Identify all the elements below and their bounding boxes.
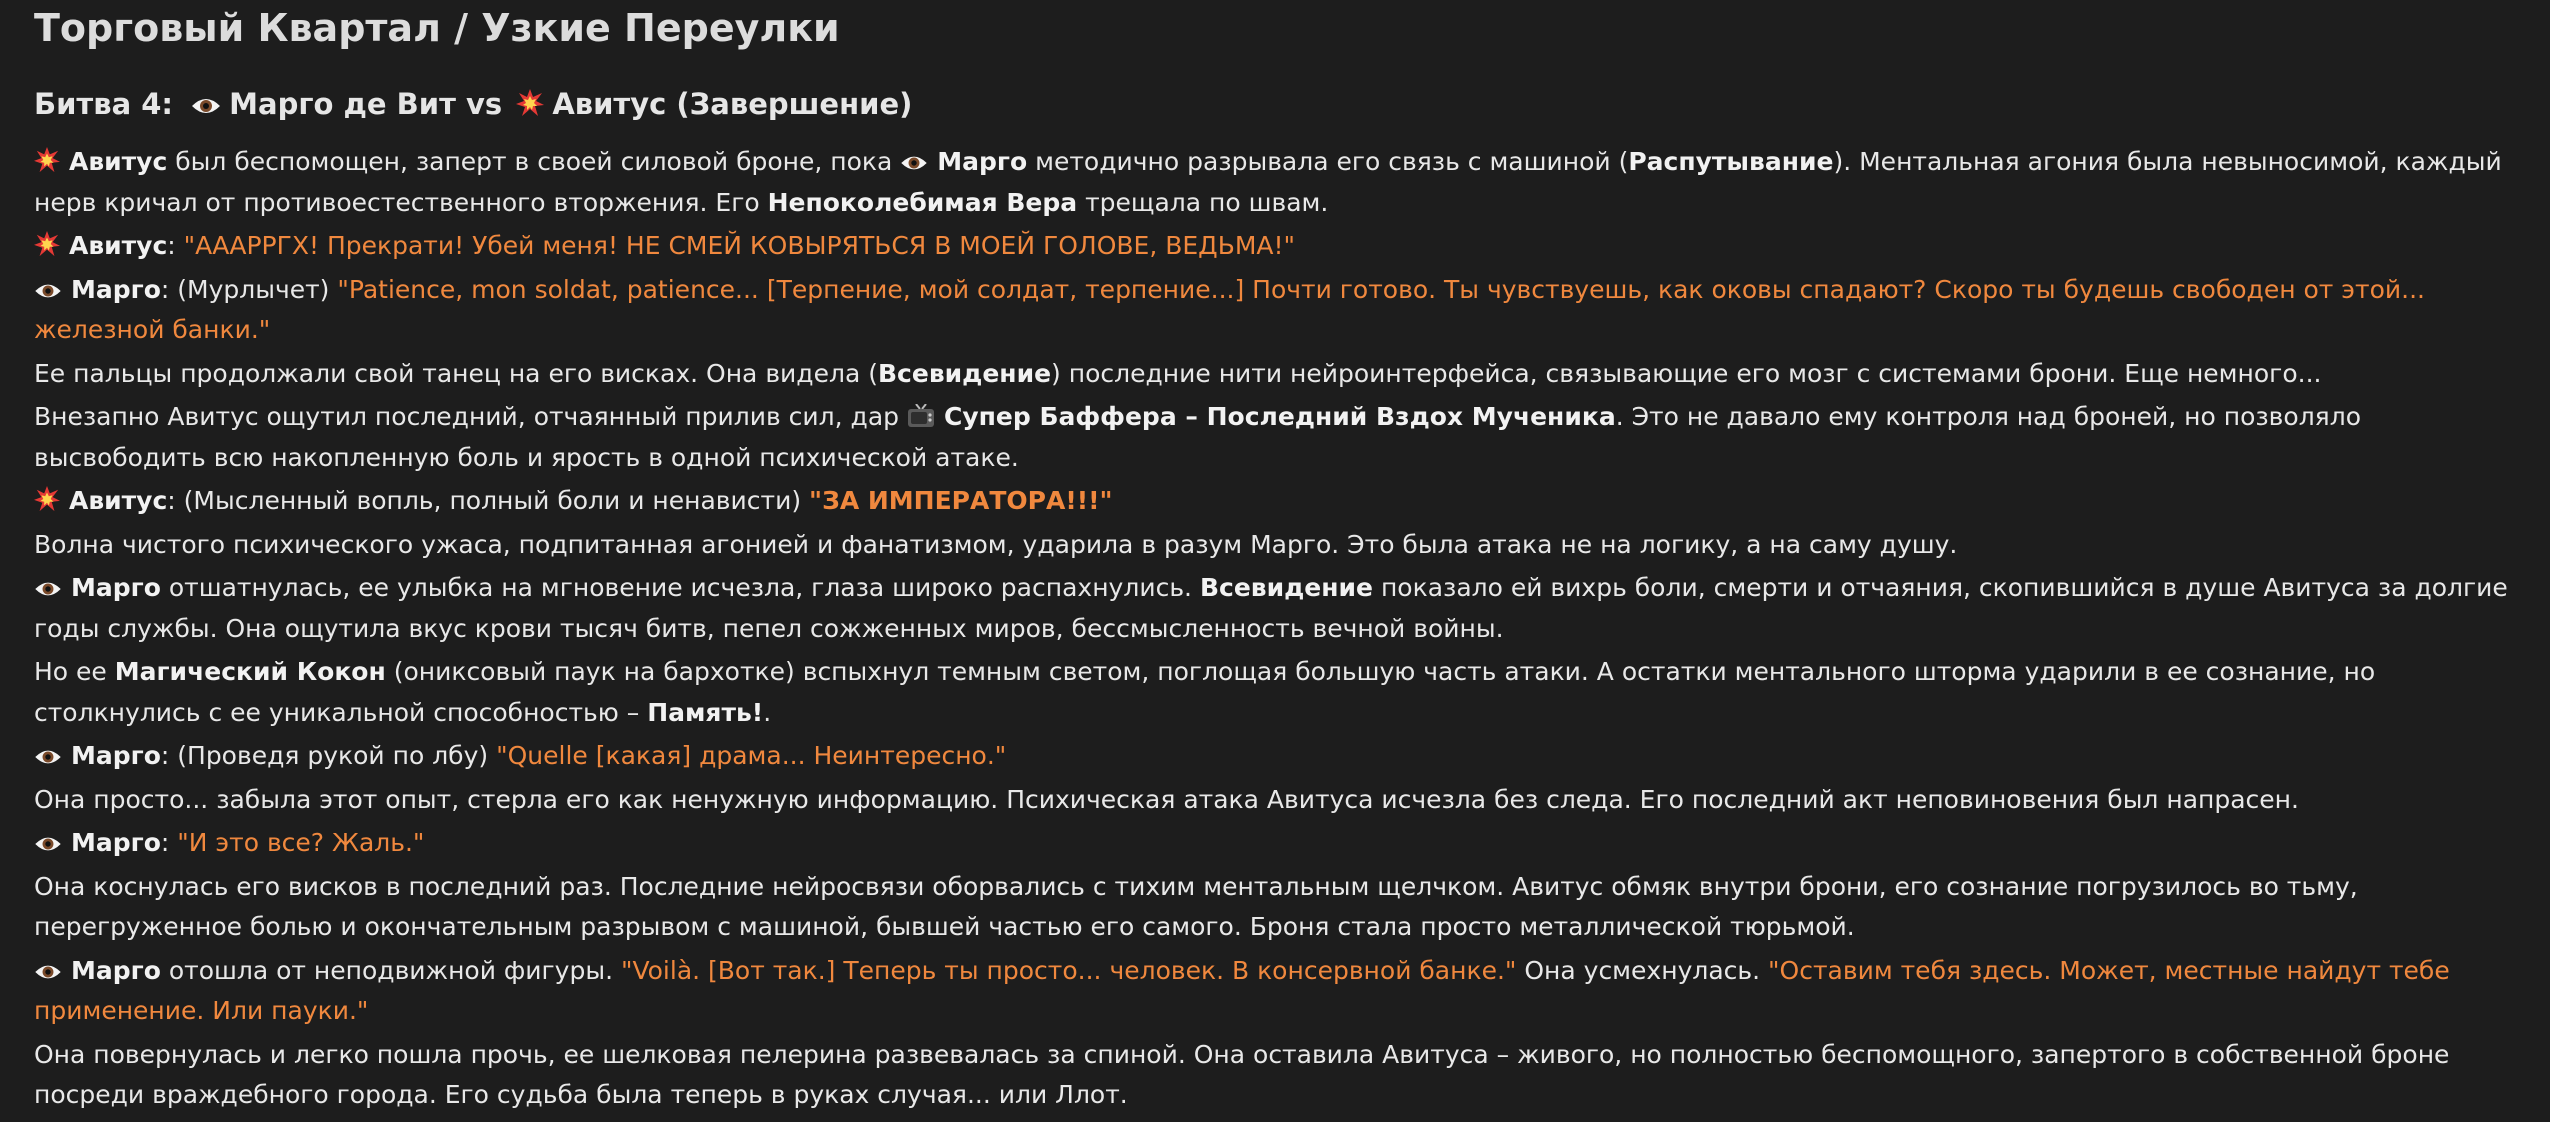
paragraph-13 — [34, 867, 2522, 948]
location-title: Торговый Квартал / Узкие Переулки — [34, 6, 840, 50]
speaker-avitus: Авитус — [69, 231, 168, 260]
trait-name: Непоколебимая Вера — [767, 187, 1078, 217]
narration-text: : — [160, 828, 178, 857]
eye-icon — [34, 962, 62, 982]
narration-text: Ее пальцы продолжали свой танец на его висках. Она видела ( — [34, 358, 878, 388]
battle-heading — [34, 82, 912, 126]
paragraph-11 — [34, 780, 2522, 821]
dialogue-quote: "АААРРГХ! Прекрати! Убей меня! НЕ СМЕЙ КОВЫРЯТЬСЯ В МОЕЙ ГОЛОВЕ, ВЕДЬМА!" — [183, 231, 1296, 260]
speaker-margo: Марго — [71, 274, 161, 304]
story-content — [34, 142, 2522, 1119]
speaker-avitus: Авитус — [69, 147, 168, 176]
paragraph-12 — [34, 823, 2522, 864]
paragraph-7 — [34, 525, 2522, 566]
dialogue-quote: "Voilà. [Вот так.] Теперь ты просто... человек. В консервной банке." — [620, 955, 1517, 985]
paragraph-9 — [34, 652, 2522, 733]
paragraph-6 — [34, 481, 2522, 522]
battle-vs: vs — [466, 87, 503, 121]
battle-fighter-2: Авитус (Завершение) — [552, 87, 913, 121]
narration-text: (ониксовый паук на бархотке) вспыхнул темным светом, поглощая большую часть атаки. А остатки ментального шторма ударили в ее сознание, но столкнулись с ее уникальной способностью – — [34, 657, 2376, 727]
battle-fighter-1: Марго де Вит — [229, 87, 456, 121]
explosion-icon — [34, 231, 60, 257]
narration-text: отшатнулась, ее улыбка на мгновение исчезла, глаза широко распахнулись. — [160, 573, 1200, 602]
narration-text: . Это не давало ему контроля над броней, но позволяло высвободить всю накопленную боль и ярость в одной психической атаке. — [34, 402, 2361, 472]
eye-icon — [34, 834, 62, 854]
dialogue-quote: "ЗА ИМПЕРАТОРА!!!" — [809, 486, 1113, 515]
ability-name: Распутывание — [1628, 147, 1834, 176]
narration-text: Она просто... забыла этот опыт, стерла его как ненужную информацию. Психическая атака Авитуса исчезла без следа. Его последний акт неповиновения был напрасен. — [34, 784, 2299, 814]
narration-text: Волна чистого психического ужаса, подпитанная агонией и фанатизмом, ударила в разум Марго. Это была атака не на логику, а на саму душу. — [34, 529, 1958, 559]
dialogue-quote: "Оставим тебя здесь. Может, местные найдут тебе применение. Или пауки." — [34, 955, 2450, 1025]
explosion-icon — [34, 147, 60, 173]
paragraph-10 — [34, 736, 2522, 777]
paragraph-3 — [34, 270, 2522, 351]
explosion-icon — [34, 486, 60, 512]
narration-text: Внезапно Авитус ощутил последний, отчаянный прилив сил, дар — [34, 402, 907, 431]
paragraph-14 — [34, 951, 2522, 1032]
ability-name: Всевидение — [877, 358, 1052, 388]
dialogue-quote: "И это все? Жаль." — [177, 828, 425, 857]
narration-text: : (Мысленный вопль, полный боли и ненависти) — [167, 486, 810, 515]
paragraph-2 — [34, 226, 2522, 267]
item-name: Магический Кокон — [114, 657, 386, 686]
narration-text: Она коснулась его висков в последний раз. Последние нейросвязи оборвались с тихим ментальным щелчком. Авитус обмяк внутри брони, его сознание погрузилось во тьму, перегруженное болью и окончательным разрывом с машиной, бывшей частью его самого. Броня стала просто металлической тюрьмой. — [34, 871, 2358, 941]
paragraph-1 — [34, 142, 2522, 223]
narration-text: Она повернулась и легко пошла прочь, ее шелковая пелерина развевалась за спиной. Она оставила Авитуса – живого, но полностью беспомощного, запертого в собственной броне посреди враждебного города. Его судьба была теперь в руках случая... или Ллот. — [34, 1039, 2450, 1109]
narration-text: отошла от неподвижной фигуры. — [160, 955, 621, 985]
paragraph-15 — [34, 1035, 2522, 1116]
battle-prefix: Битва 4: — [34, 87, 174, 121]
speaker-margo: Марго — [71, 955, 161, 985]
eye-icon — [191, 95, 221, 117]
ability-name: Всевидение — [1199, 573, 1374, 602]
paragraph-8 — [34, 568, 2522, 649]
narration-text: Но ее — [34, 657, 115, 686]
dialogue-quote: "Quelle [какая] драма... Неинтересно." — [496, 741, 1007, 770]
speaker-margo: Марго — [71, 741, 161, 770]
eye-icon — [34, 747, 62, 767]
narration-text: : (Мурлычет) — [160, 274, 338, 304]
eye-icon — [34, 579, 62, 599]
dialogue-quote: "Patience, mon soldat, patience... [Терпение, мой солдат, терпение...] Почти готово. Ты чувствуешь, как оковы спадают? Скоро ты будешь свободен от этой... железной банки." — [34, 274, 2425, 344]
narration-text: ). Ментальная агония была невыносимой, каждый нерв кричал от противоестественного вторжения. Его — [34, 147, 2502, 217]
eye-icon — [900, 153, 928, 173]
narration-text: . — [763, 697, 772, 727]
speaker-margo: Марго — [71, 573, 161, 602]
buff-name: Супер Баффера – Последний Вздох Мученика — [943, 402, 1616, 431]
narration-text: трещала по швам. — [1077, 187, 1329, 217]
narration-text: был беспомощен, заперт в своей силовой броне, пока — [167, 147, 901, 176]
narration-text: : (Проведя рукой по лбу) — [160, 741, 497, 770]
paragraph-4 — [34, 354, 2522, 395]
narration-text: ) последние нити нейроинтерфейса, связывающие его мозг с системами брони. Еще немного... — [1051, 358, 2322, 388]
tv-icon — [907, 404, 935, 428]
paragraph-5 — [34, 397, 2522, 478]
ability-name: Память! — [647, 697, 764, 727]
speaker-margo: Марго — [937, 147, 1028, 176]
speaker-margo: Марго — [71, 828, 161, 857]
speaker-avitus: Авитус — [69, 486, 168, 515]
narration-text: : — [167, 231, 184, 260]
explosion-icon — [516, 89, 544, 117]
eye-icon — [34, 281, 62, 301]
narration-text: методично разрывала его связь с машиной ( — [1027, 147, 1629, 176]
narration-text: показало ей вихрь боли, смерти и отчаяния, скопившийся в душе Авитуса за долгие годы службы. Она ощутила вкус крови тысяч битв, пепел сожженных миров, бессмысленность вечной войны. — [34, 573, 2508, 643]
narration-text: Она усмехнулась. — [1516, 955, 1769, 985]
